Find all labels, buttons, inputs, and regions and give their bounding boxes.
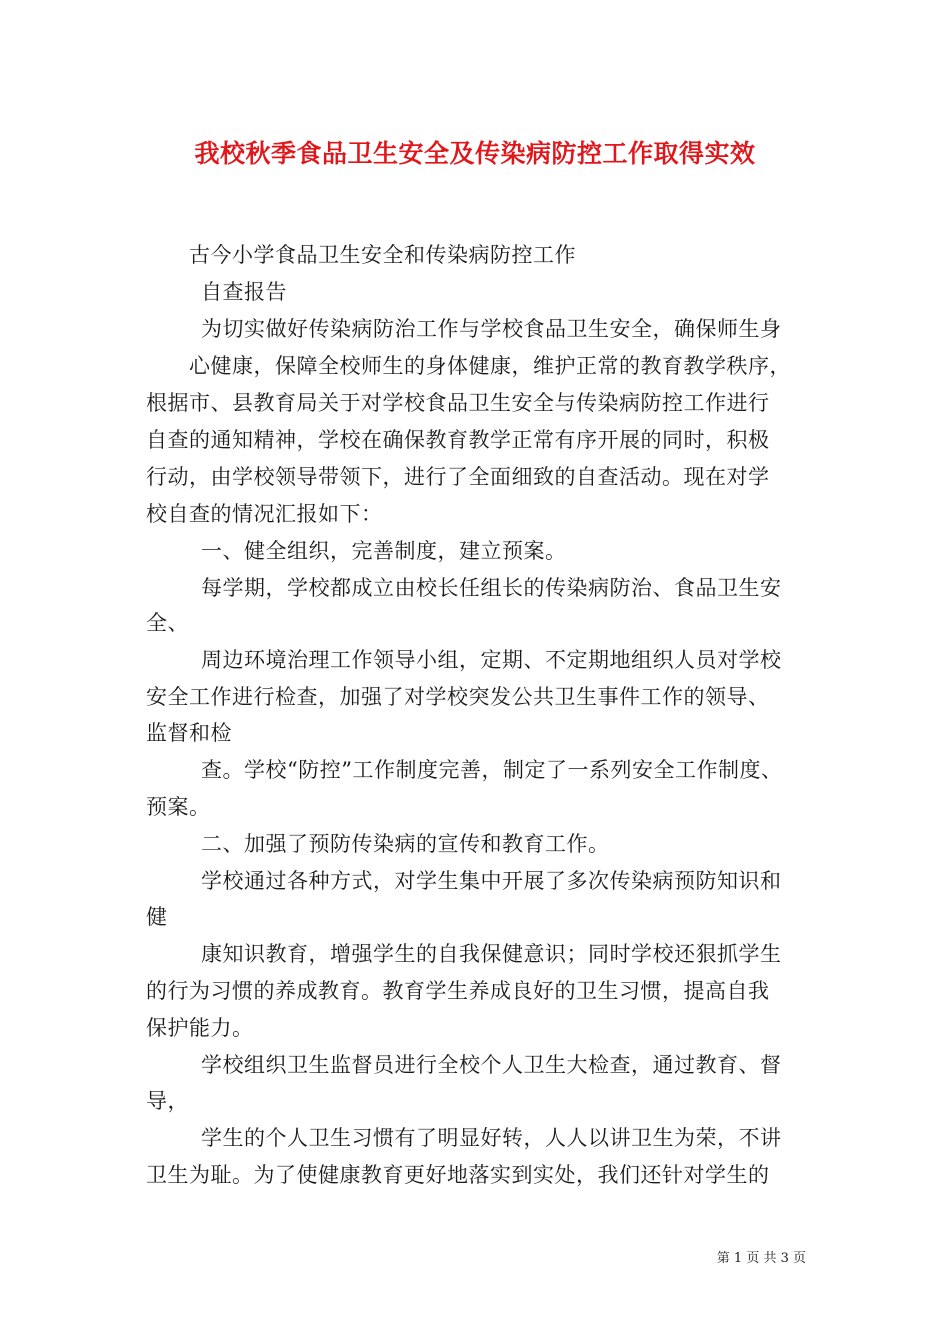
body-line: 康知识教育，增强学生的自我保健意识；同时学校还狠抓学生 [201,942,782,966]
body-line: 健 [146,905,168,929]
body-line: 查。学校“防控”工作制度完善，制定了一系列安全工作制度、 [201,758,783,782]
body-line: 学生的个人卫生习惯有了明显好转，人人以讲卫生为荣，不讲 [201,1126,782,1150]
body-line: 自查报告 [201,280,287,304]
body-line: 每学期，学校都成立由校长任组长的传染病防治、食品卫生安 [201,576,782,600]
body-line: 行动，由学校领导带领下，进行了全面细致的自查活动。现在对学 [146,465,770,489]
body-line: 学校通过各种方式，对学生集中开展了多次传染病预防知识和 [201,869,782,893]
body-line: 二、加强了预防传染病的宣传和教育工作。 [201,832,610,856]
document-title: 我校秋季食品卫生安全及传染病防控工作取得实效 [194,139,756,168]
body-line: 一、健全组织，完善制度，建立预案。 [201,539,567,563]
body-line: 根据市、县教育局关于对学校食品卫生安全与传染病防控工作进行 [146,391,770,415]
body-line: 的行为习惯的养成教育。教育学生养成良好的卫生习惯，提高自我 [146,979,770,1003]
body-line: 监督和检 [146,721,232,745]
body-line: 古今小学食品卫生安全和传染病防控工作 [189,243,576,267]
body-line: 学校组织卫生监督员进行全校个人卫生大检查，通过教育、督 [201,1053,782,1077]
body-line: 校自查的情况汇报如下： [146,502,383,526]
body-line: 为切实做好传染病防治工作与学校食品卫生安全，确保师生身 [201,317,782,341]
body-line: 安全工作进行检查，加强了对学校突发公共卫生事件工作的领导、 [146,685,770,709]
body-line: 心健康，保障全校师生的身体健康，维护正常的教育教学秩序， [189,354,791,378]
body-line: 全、 [146,611,189,635]
page-number: 第 1 页 共 3 页 [716,1251,806,1266]
body-line: 保护能力。 [146,1016,254,1040]
body-line: 导， [146,1089,189,1113]
body-line: 自查的通知精神，学校在确保教育教学正常有序开展的同时，积极 [146,428,770,452]
body-line: 周边环境治理工作领导小组，定期、不定期地组织人员对学校 [201,648,782,672]
body-line: 卫生为耻。为了使健康教育更好地落实到实处，我们还针对学生的 [146,1163,770,1187]
body-line: 预案。 [146,795,211,819]
